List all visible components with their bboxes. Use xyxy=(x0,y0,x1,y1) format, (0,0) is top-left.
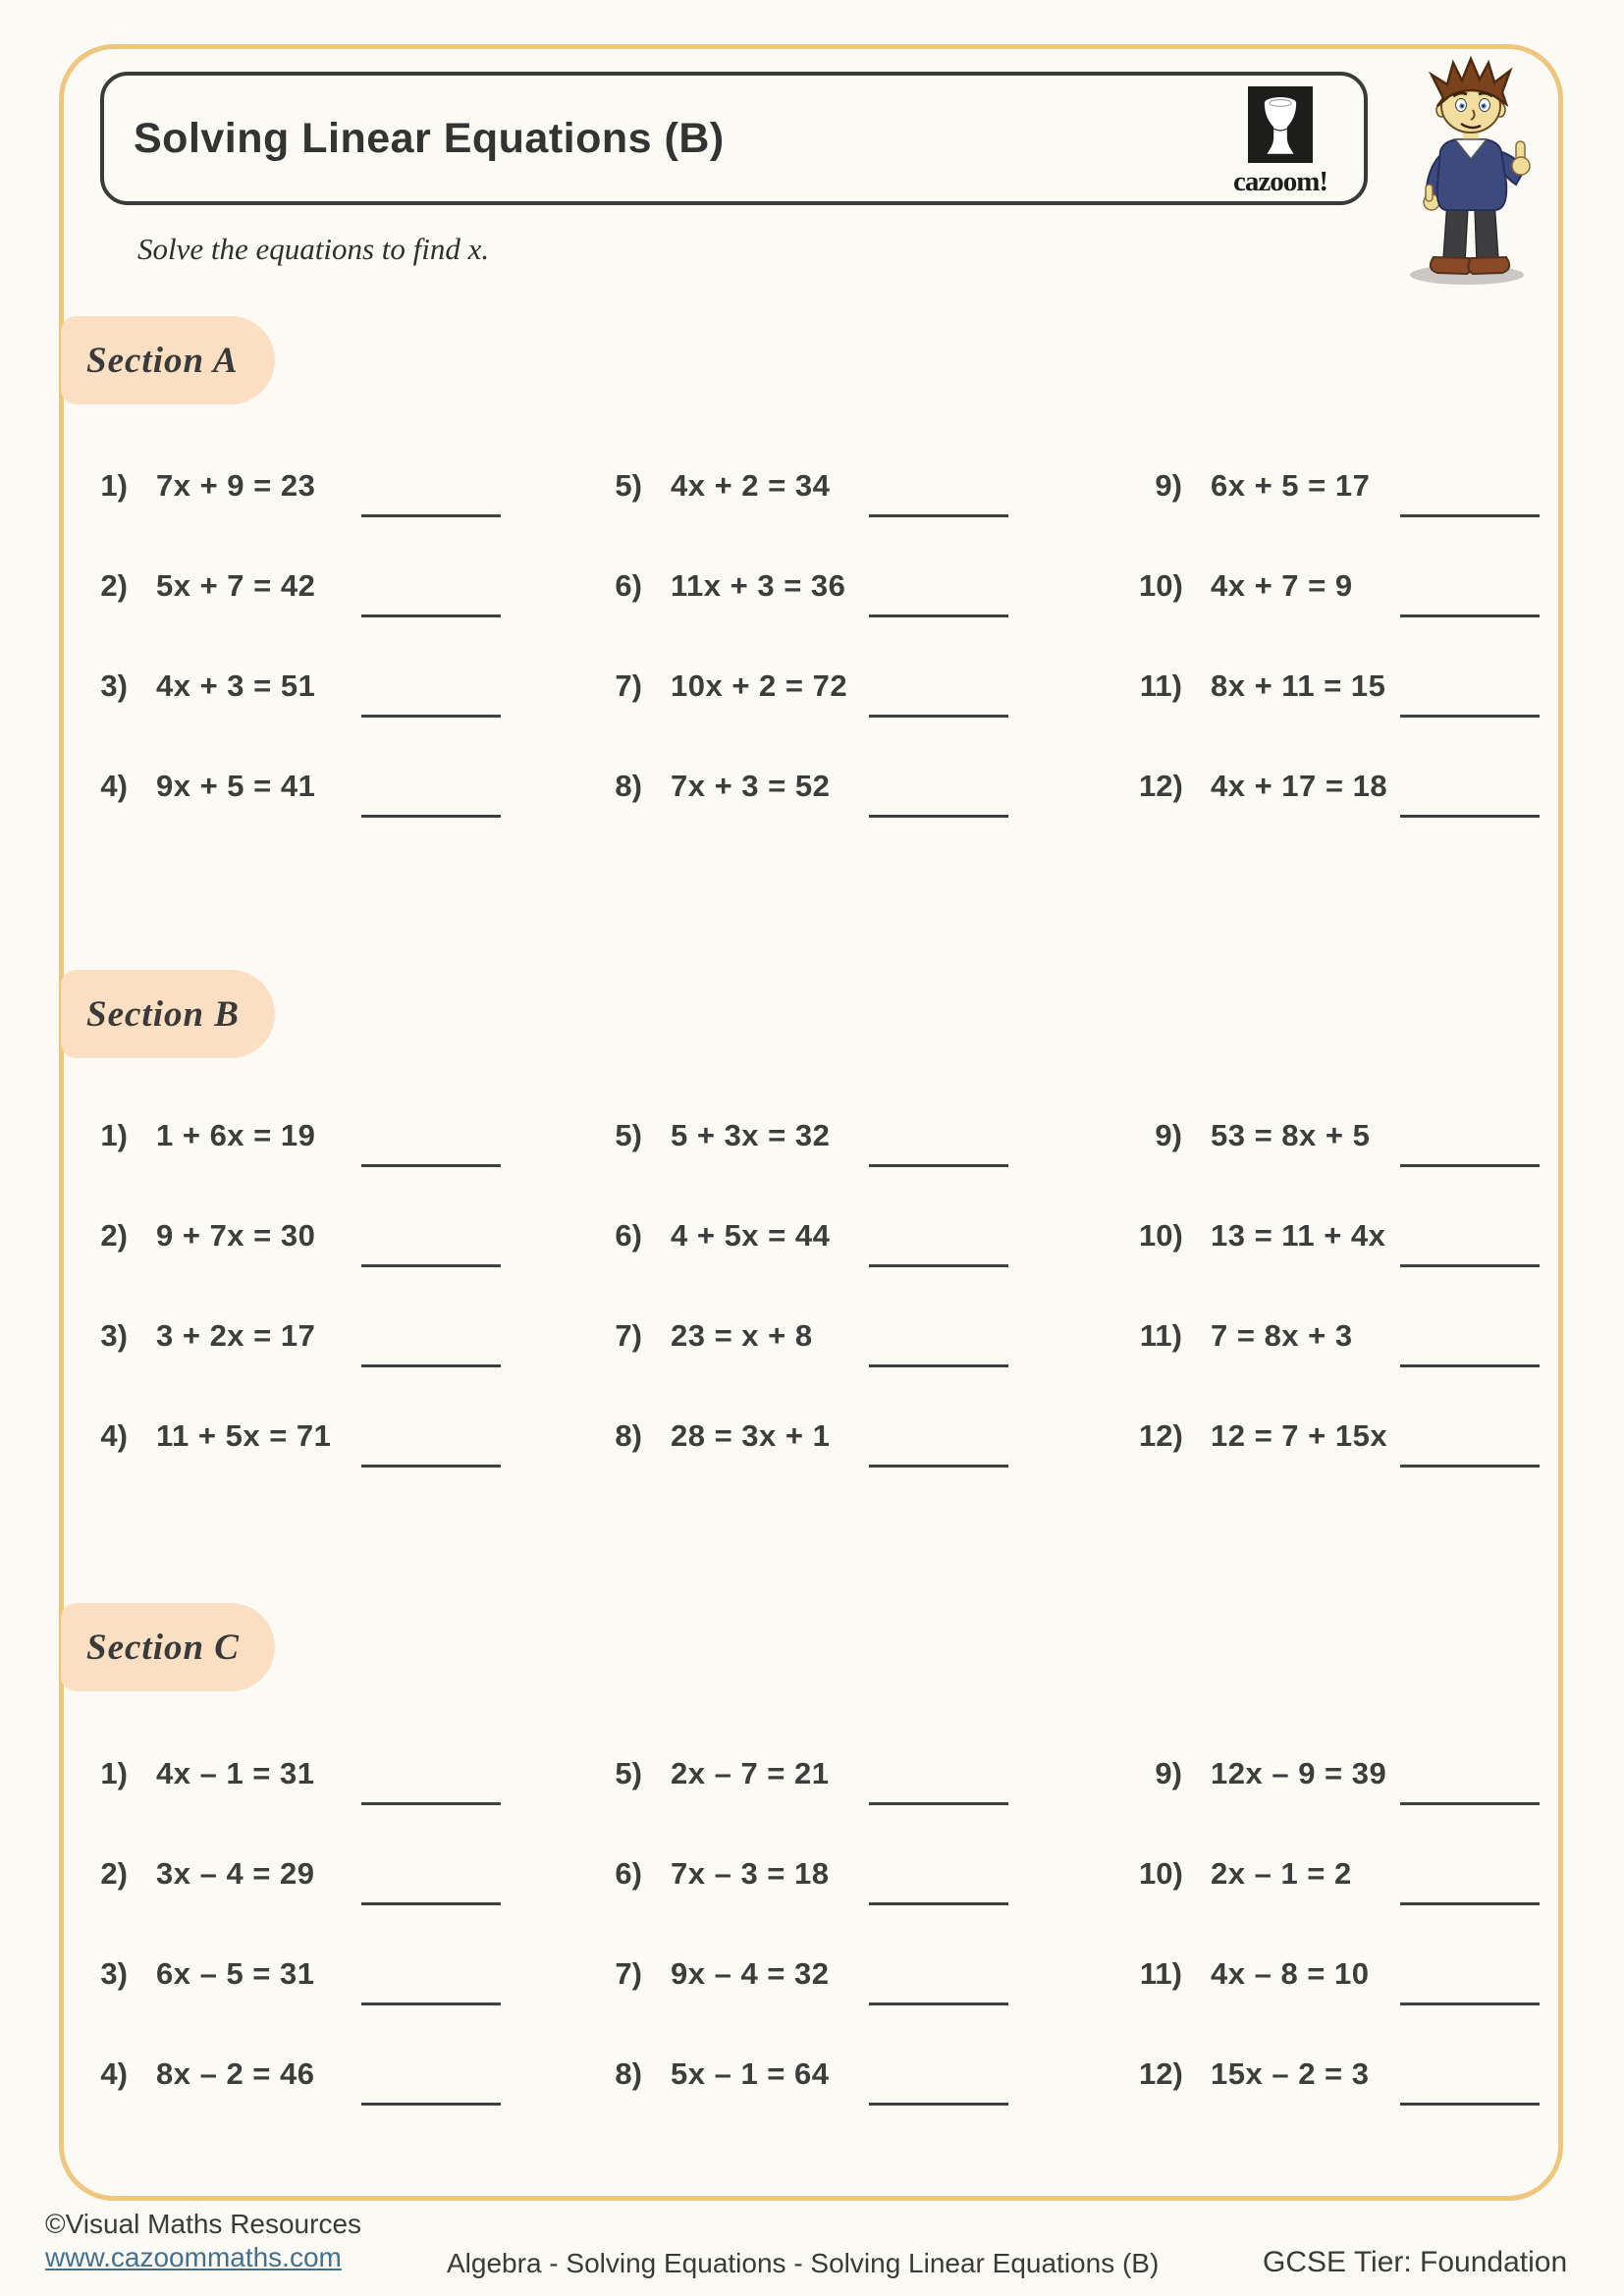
equation: 5x – 1 = 64 xyxy=(671,2056,830,2091)
equation: 53 = 8x + 5 xyxy=(1211,1118,1371,1152)
problem-number: 4) xyxy=(100,1418,128,1453)
answer-line xyxy=(361,815,501,818)
equation: 4 + 5x = 44 xyxy=(671,1218,831,1253)
problem-row xyxy=(84,564,315,608)
problem-number: 7) xyxy=(615,1956,642,1991)
equation: 12x – 9 = 39 xyxy=(1211,1756,1387,1790)
instruction-text: Solve the equations to find x. xyxy=(137,232,490,266)
problem-number: 12) xyxy=(1139,2056,1183,2091)
problem-row xyxy=(1139,1114,1370,1157)
problem-row xyxy=(1139,464,1370,507)
problem-number: 9) xyxy=(1155,1756,1182,1790)
answer-line xyxy=(1400,2103,1540,2106)
problem-number: 10) xyxy=(1139,568,1183,603)
answer-line xyxy=(1400,614,1540,617)
problem-row xyxy=(599,1114,830,1157)
logo-wordmark: cazoom! xyxy=(1232,166,1328,197)
equation: 3x – 4 = 29 xyxy=(156,1856,315,1891)
problem-number: 12) xyxy=(1139,769,1183,803)
problem-number: 8) xyxy=(615,2056,642,2091)
answer-line xyxy=(1400,1802,1540,1805)
equation: 23 = x + 8 xyxy=(671,1318,813,1353)
equation: 10x + 2 = 72 xyxy=(671,668,848,703)
equation: 4x + 2 = 34 xyxy=(671,468,831,503)
problem-row xyxy=(84,665,315,708)
equation: 11x + 3 = 36 xyxy=(671,568,846,603)
answer-line xyxy=(1400,1465,1540,1468)
problem-number: 4) xyxy=(100,2056,128,2091)
cazoom-logo xyxy=(1220,86,1340,198)
problem-number: 7) xyxy=(615,1318,642,1353)
problem-row xyxy=(599,1852,830,1896)
equation: 7 = 8x + 3 xyxy=(1211,1318,1353,1353)
section-c-header xyxy=(61,1603,275,1691)
answer-line xyxy=(1400,514,1540,517)
problem-row xyxy=(1139,564,1353,608)
section-a-header xyxy=(61,316,275,404)
problem-row xyxy=(1139,1752,1386,1795)
answer-line xyxy=(869,614,1008,617)
problem-number: 5) xyxy=(615,1118,642,1152)
problem-number: 9) xyxy=(1155,468,1182,503)
answer-line xyxy=(361,1802,501,1805)
answer-line xyxy=(361,715,501,718)
answer-line xyxy=(869,1364,1008,1367)
copyright-text: ©Visual Maths Resources xyxy=(45,2209,362,2239)
problem-number: 6) xyxy=(615,1856,642,1891)
answer-line xyxy=(869,2002,1008,2005)
problem-number: 7) xyxy=(615,668,642,703)
answer-line xyxy=(361,1902,501,1905)
problem-row xyxy=(84,1852,315,1896)
equation: 11 + 5x = 71 xyxy=(156,1418,332,1453)
website-link[interactable]: www.cazoommaths.com xyxy=(45,2242,342,2272)
section-a-problems xyxy=(0,464,1624,837)
problem-row xyxy=(599,765,830,808)
problem-row xyxy=(84,1752,315,1795)
equation: 2x – 1 = 2 xyxy=(1211,1856,1352,1891)
section-c-label: Section C xyxy=(86,1627,240,1668)
problem-number: 8) xyxy=(615,769,642,803)
equation: 1 + 6x = 19 xyxy=(156,1118,316,1152)
equation: 9 + 7x = 30 xyxy=(156,1218,316,1253)
section-a-label: Section A xyxy=(86,340,239,381)
equation: 7x – 3 = 18 xyxy=(671,1856,830,1891)
problem-number: 3) xyxy=(100,1318,128,1353)
problem-row xyxy=(599,1752,830,1795)
tier-label: GCSE Tier: Foundation xyxy=(1263,2246,1568,2278)
breadcrumb: Algebra - Solving Equations - Solving Linear Equations (B) xyxy=(447,2248,1160,2278)
problem-number: 6) xyxy=(615,1218,642,1253)
problem-row xyxy=(84,1952,315,1996)
equation: 9x + 5 = 41 xyxy=(156,769,316,803)
equation: 5 + 3x = 32 xyxy=(671,1118,831,1152)
problem-number: 3) xyxy=(100,668,128,703)
equation: 15x – 2 = 3 xyxy=(1211,2056,1370,2091)
equation: 6x + 5 = 17 xyxy=(1211,468,1371,503)
djembe-drum-icon xyxy=(1248,86,1313,163)
answer-line xyxy=(361,514,501,517)
problem-number: 11) xyxy=(1139,1956,1182,1991)
answer-line xyxy=(869,715,1008,718)
answer-line xyxy=(1400,1902,1540,1905)
equation: 7x + 9 = 23 xyxy=(156,468,316,503)
problem-row xyxy=(1139,1852,1352,1896)
answer-line xyxy=(869,1465,1008,1468)
problem-row xyxy=(1139,665,1385,708)
equation: 3 + 2x = 17 xyxy=(156,1318,316,1353)
section-b-problems xyxy=(0,1114,1624,1487)
problem-number: 1) xyxy=(100,1118,128,1152)
answer-line xyxy=(869,1164,1008,1167)
problem-row xyxy=(1139,765,1387,808)
title-box xyxy=(100,72,1368,205)
problem-row xyxy=(84,464,315,507)
equation: 4x + 17 = 18 xyxy=(1211,769,1388,803)
answer-line xyxy=(361,1465,501,1468)
problem-row xyxy=(599,1952,830,1996)
problem-row xyxy=(599,1314,813,1358)
equation: 4x + 7 = 9 xyxy=(1211,568,1353,603)
problem-number: 9) xyxy=(1155,1118,1182,1152)
answer-line xyxy=(361,1164,501,1167)
problem-number: 6) xyxy=(615,568,642,603)
problem-row xyxy=(84,1415,331,1458)
problem-number: 2) xyxy=(100,1218,128,1253)
problem-row xyxy=(599,564,845,608)
answer-line xyxy=(869,1902,1008,1905)
problem-row xyxy=(1139,1952,1370,1996)
problem-number: 3) xyxy=(100,1956,128,1991)
section-c-problems xyxy=(0,1752,1624,2125)
problem-row xyxy=(1139,1415,1387,1458)
section-b-header xyxy=(61,970,275,1058)
equation: 8x – 2 = 46 xyxy=(156,2056,315,2091)
problem-row xyxy=(84,2053,315,2096)
equation: 8x + 11 = 15 xyxy=(1211,668,1386,703)
answer-line xyxy=(361,2002,501,2005)
problem-number: 4) xyxy=(100,769,128,803)
problem-row xyxy=(84,1214,315,1257)
problem-number: 11) xyxy=(1139,1318,1182,1353)
answer-line xyxy=(1400,1164,1540,1167)
answer-line xyxy=(1400,2002,1540,2005)
answer-line xyxy=(869,514,1008,517)
problem-number: 2) xyxy=(100,568,128,603)
problem-number: 10) xyxy=(1139,1856,1183,1891)
problem-number: 1) xyxy=(100,468,128,503)
equation: 13 = 11 + 4x xyxy=(1211,1218,1386,1253)
equation: 28 = 3x + 1 xyxy=(671,1418,831,1453)
problem-row xyxy=(599,665,847,708)
equation: 4x – 1 = 31 xyxy=(156,1756,315,1790)
problem-row xyxy=(599,1214,830,1257)
answer-line xyxy=(1400,815,1540,818)
answer-line xyxy=(361,1364,501,1367)
equation: 4x + 3 = 51 xyxy=(156,668,316,703)
problem-row xyxy=(1139,1314,1353,1358)
problem-number: 12) xyxy=(1139,1418,1183,1453)
problem-number: 10) xyxy=(1139,1218,1183,1253)
equation: 9x – 4 = 32 xyxy=(671,1956,830,1991)
problem-number: 8) xyxy=(615,1418,642,1453)
answer-line xyxy=(361,2103,501,2106)
equation: 4x – 8 = 10 xyxy=(1211,1956,1370,1991)
equation: 6x – 5 = 31 xyxy=(156,1956,315,1991)
problem-number: 2) xyxy=(100,1856,128,1891)
problem-number: 5) xyxy=(615,468,642,503)
answer-line xyxy=(869,815,1008,818)
equation: 2x – 7 = 21 xyxy=(671,1756,830,1790)
problem-row xyxy=(1139,2053,1370,2096)
answer-line xyxy=(869,1802,1008,1805)
answer-line xyxy=(361,614,501,617)
answer-line xyxy=(361,1264,501,1267)
equation: 7x + 3 = 52 xyxy=(671,769,831,803)
problem-row xyxy=(599,1415,830,1458)
answer-line xyxy=(1400,715,1540,718)
problem-row xyxy=(599,2053,830,2096)
section-b-label: Section B xyxy=(86,993,240,1035)
mascot-character xyxy=(1396,55,1543,291)
problem-number: 11) xyxy=(1139,668,1182,703)
problem-row xyxy=(84,1114,315,1157)
answer-line xyxy=(1400,1364,1540,1367)
answer-line xyxy=(1400,1264,1540,1267)
problem-row xyxy=(84,1314,315,1358)
page-title: Solving Linear Equations (B) xyxy=(134,114,725,162)
problem-number: 5) xyxy=(615,1756,642,1790)
equation: 5x + 7 = 42 xyxy=(156,568,316,603)
problem-number: 1) xyxy=(100,1756,128,1790)
answer-line xyxy=(869,2103,1008,2106)
equation: 12 = 7 + 15x xyxy=(1211,1418,1388,1453)
answer-line xyxy=(869,1264,1008,1267)
problem-row xyxy=(84,765,315,808)
problem-row xyxy=(599,464,830,507)
problem-row xyxy=(1139,1214,1385,1257)
